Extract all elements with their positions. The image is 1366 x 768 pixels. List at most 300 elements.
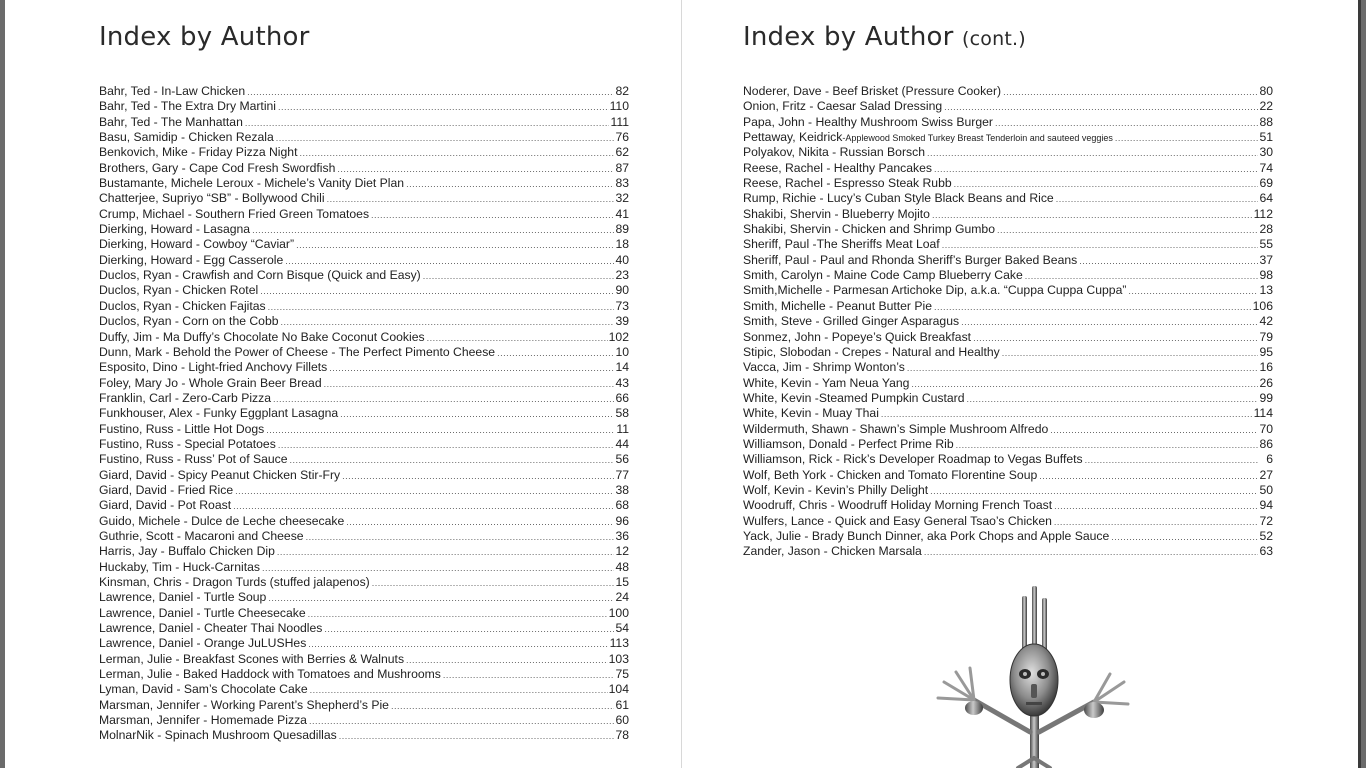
dot-leader <box>371 208 614 222</box>
dot-leader <box>967 392 1259 406</box>
dot-leader <box>329 361 614 375</box>
dot-leader <box>252 223 614 237</box>
entry-author-recipe: Bahr, Ted - The Manhattan <box>99 114 243 129</box>
dot-leader <box>260 284 614 298</box>
entry-label <box>99 422 264 437</box>
index-entry <box>99 345 629 360</box>
dot-leader <box>927 146 1258 160</box>
entry-page-number: 22 <box>1259 99 1273 114</box>
index-entry <box>743 330 1273 345</box>
entry-label <box>99 590 266 605</box>
entry-label <box>99 253 283 268</box>
dot-leader <box>944 100 1258 114</box>
entry-page-number: 15 <box>615 575 629 589</box>
entry-author-recipe: Benkovich, Mike - Friday Pizza Night <box>99 145 298 160</box>
index-entry <box>99 299 629 314</box>
entry-page-number: 42 <box>1259 314 1273 329</box>
entry-page-number: 94 <box>1259 498 1273 513</box>
entry-page-number: 89 <box>615 222 629 237</box>
entry-author-recipe: Lawrence, Daniel - Orange JuLUSHes <box>99 636 307 651</box>
entry-page-number: 114 <box>1253 406 1273 421</box>
dot-leader <box>324 377 614 391</box>
entry-author-recipe: Lawrence, Daniel - Cheater Thai Noodles <box>99 621 323 636</box>
entry-author-recipe: Duffy, Jim - Ma Duffy’s Chocolate No Bake Coconut Cookies <box>99 329 425 344</box>
entry-author-recipe: Brothers, Gary - Cape Cod Fresh Swordfish <box>99 160 336 175</box>
index-entry <box>99 606 629 621</box>
index-entry <box>99 314 629 329</box>
dot-leader <box>934 162 1258 176</box>
entry-author-recipe: Sheriff, Paul - Paul and Rhonda Sheriff’s Burger Baked Beans <box>743 252 1078 267</box>
entry-page-number: 68 <box>615 498 629 513</box>
index-entry <box>743 222 1273 237</box>
entry-page-number: 99 <box>1259 390 1273 405</box>
entry-label <box>743 452 1083 467</box>
entry-author-recipe: Kinsman, Chris - Dragon Turds (stuffed jalapenos) <box>99 575 370 589</box>
index-entry <box>99 713 629 728</box>
entry-label <box>99 115 243 130</box>
entry-page-number: 80 <box>1259 84 1273 98</box>
entry-page-number: 11 <box>616 421 629 436</box>
entry-label <box>743 99 942 114</box>
entry-author-recipe: White, Kevin - Muay Thai <box>743 406 879 421</box>
dot-leader <box>934 300 1252 314</box>
index-entry <box>99 222 629 237</box>
entry-author-recipe: Duclos, Ryan - Corn on the Cobb <box>99 314 279 329</box>
dot-leader <box>278 438 614 452</box>
entry-page-number: 90 <box>615 283 629 298</box>
index-entry <box>99 84 629 99</box>
index-entry <box>99 698 629 713</box>
entry-page-number: 60 <box>615 713 629 728</box>
dot-leader <box>247 85 614 99</box>
entry-label <box>99 207 369 222</box>
page-title-continued <box>743 22 1026 52</box>
dot-leader <box>309 714 614 728</box>
entry-author-recipe: White, Kevin -Steamed Pumpkin Custard <box>743 390 965 405</box>
index-entry <box>743 84 1273 99</box>
entry-label <box>743 345 1000 360</box>
index-entry <box>743 406 1273 421</box>
index-entry <box>743 314 1273 329</box>
entry-author-recipe: Smith, Michelle - Peanut Butter Pie <box>743 298 932 313</box>
dot-leader <box>427 331 608 345</box>
entry-page-number: 106 <box>1252 298 1273 313</box>
entry-label <box>743 314 959 329</box>
dot-leader <box>1050 423 1258 437</box>
index-entry <box>99 560 629 575</box>
entry-page-number: 78 <box>615 728 629 743</box>
entry-author-recipe: Huckaby, Tim - Huck-Carnitas <box>99 559 260 574</box>
entry-author-recipe: Wolf, Beth York - Chicken and Tomato Florentine Soup <box>743 467 1038 482</box>
entry-page-number: 52 <box>1259 528 1273 543</box>
entry-author-recipe: Reese, Rachel - Espresso Steak Rubb <box>743 176 952 191</box>
entry-page-number: 87 <box>615 160 629 175</box>
entry-label <box>743 115 993 130</box>
index-entry <box>99 621 629 636</box>
index-entry <box>99 406 629 421</box>
entry-page-number: 82 <box>615 84 629 98</box>
index-entry <box>743 422 1273 437</box>
index-entry <box>99 452 629 467</box>
entry-page-number: 95 <box>1259 344 1273 359</box>
entry-page-number: 24 <box>615 590 629 605</box>
entry-page-number: 74 <box>1259 160 1273 175</box>
entry-page-number: 32 <box>615 191 629 206</box>
entry-page-number: 10 <box>615 344 629 359</box>
entry-page-number: 64 <box>1259 191 1273 206</box>
dot-leader <box>1025 269 1258 283</box>
entry-label <box>99 376 322 391</box>
entry-author-recipe: Smith,Michelle - Parmesan Artichoke Dip, a.k.a. “Cuppa Cuppa Cuppa” <box>743 283 1127 298</box>
entry-label <box>743 299 932 314</box>
entry-page-number: 96 <box>615 513 629 528</box>
entry-author-recipe: Polyakov, Nikita - Russian Borsch <box>743 145 925 160</box>
entry-page-number: 56 <box>615 452 629 467</box>
entry-label <box>99 468 340 483</box>
index-entry <box>743 483 1273 498</box>
index-entry <box>743 544 1273 559</box>
entry-author-recipe: Duclos, Ryan - Crawfish and Corn Bisque (Quick and Easy) <box>99 268 421 283</box>
index-entry <box>99 652 629 667</box>
entry-author-recipe: Foley, Mary Jo - Whole Grain Beer Bread <box>99 375 322 390</box>
index-entry <box>743 130 1273 145</box>
entry-page-number: 51 <box>1259 130 1273 145</box>
dot-leader <box>299 146 614 160</box>
entry-author-recipe: Lawrence, Daniel - Turtle Soup <box>99 590 267 605</box>
entry-label <box>99 636 306 651</box>
entry-label <box>99 606 306 621</box>
index-entry <box>743 283 1273 298</box>
index-entry <box>743 237 1273 252</box>
index-entry <box>99 99 629 114</box>
entry-page-number: 103 <box>608 651 629 666</box>
entry-page-number: 112 <box>1253 206 1273 221</box>
entry-author-recipe: MolnarNik - Spinach Mushroom Quesadillas <box>99 728 337 743</box>
dot-leader <box>290 453 614 467</box>
entry-label <box>743 283 1126 298</box>
index-entry <box>99 422 629 437</box>
entry-page-number: 50 <box>1259 482 1273 497</box>
index-entry <box>743 161 1273 176</box>
entry-label <box>99 283 258 298</box>
index-entry <box>99 268 629 283</box>
entry-page-number: 98 <box>1259 268 1273 283</box>
dot-leader <box>911 377 1258 391</box>
index-entry <box>99 391 629 406</box>
entry-page-number: 88 <box>1259 114 1273 129</box>
entry-author-recipe: Vacca, Jim - Shrimp Wonton’s <box>743 360 905 375</box>
entry-page-number: 73 <box>615 298 629 313</box>
index-entry <box>99 176 629 191</box>
entry-label <box>99 176 404 191</box>
entry-label <box>743 268 1023 283</box>
index-entry <box>99 253 629 268</box>
entry-label <box>99 529 304 544</box>
index-entry <box>743 115 1273 130</box>
entry-author-recipe: Duclos, Ryan - Chicken Fajitas <box>99 298 266 313</box>
entry-page-number: 63 <box>1259 544 1273 559</box>
entry-label <box>743 145 925 160</box>
dot-leader <box>391 699 614 713</box>
index-entry <box>743 253 1273 268</box>
entry-page-number: 16 <box>1259 360 1273 375</box>
entry-page-number: 55 <box>1259 237 1273 252</box>
entry-page-number: 39 <box>615 314 629 329</box>
entry-label <box>743 468 1037 483</box>
page-edge-shadow <box>1358 0 1361 768</box>
index-entry <box>99 590 629 605</box>
entry-page-number: 110 <box>609 99 629 114</box>
index-entry <box>99 636 629 651</box>
entry-author-recipe: Rump, Richie - Lucy’s Cuban Style Black Beans and Rice <box>743 191 1054 206</box>
page-title-text: Index by Author <box>743 22 954 52</box>
index-entry <box>99 130 629 145</box>
entry-page-number: 13 <box>1259 283 1273 298</box>
entry-page-number: 28 <box>1259 222 1273 237</box>
entry-label <box>99 652 404 667</box>
dot-leader <box>327 192 614 206</box>
entry-page-number: 38 <box>615 482 629 497</box>
dot-leader <box>1056 192 1258 206</box>
entry-label <box>743 391 965 406</box>
entry-page-number: 18 <box>615 237 629 252</box>
entry-label <box>99 99 276 114</box>
index-entry <box>99 544 629 559</box>
index-entry <box>99 237 629 252</box>
entry-page-number: 102 <box>608 329 629 344</box>
entry-page-number: 86 <box>1259 436 1273 451</box>
entry-author-recipe: Guthrie, Scott - Macaroni and Cheese <box>99 528 304 543</box>
entry-author-recipe: Williamson, Donald - Perfect Prime Rib <box>743 436 954 451</box>
entry-page-number: 100 <box>608 605 629 620</box>
entry-page-number: 12 <box>615 544 629 559</box>
index-entry <box>99 437 629 452</box>
index-entry <box>743 268 1273 283</box>
index-entry <box>99 682 629 697</box>
entry-label <box>99 314 279 329</box>
entry-label <box>743 437 954 452</box>
dot-leader <box>406 653 608 667</box>
entry-page-number: 111 <box>610 114 629 129</box>
entry-author-recipe: Dierking, Howard - Egg Casserole <box>99 252 284 267</box>
index-entry <box>743 191 1273 206</box>
entry-label <box>743 330 971 345</box>
entry-page-number: 113 <box>609 636 629 651</box>
entry-author-recipe: Esposito, Dino - Light-fried Anchovy Fillets <box>99 360 328 375</box>
entry-label <box>743 130 1113 145</box>
index-entry <box>99 145 629 160</box>
dot-leader <box>310 683 608 697</box>
entry-label <box>743 360 905 375</box>
dot-leader <box>924 545 1258 559</box>
entry-label <box>743 529 1109 544</box>
entry-author-recipe: Giard, David - Spicy Peanut Chicken Stir-Fry <box>99 467 341 482</box>
entry-author-recipe: Funkhouser, Alex - Funky Eggplant Lasagna <box>99 406 339 421</box>
entry-author-recipe: Woodruff, Chris - Woodruff Holiday Morning French Toast <box>743 498 1053 513</box>
entry-author-recipe: Smith, Steve - Grilled Ginger Asparagus <box>743 314 960 329</box>
left-page <box>5 0 681 768</box>
index-entry <box>99 529 629 544</box>
index-entry <box>99 483 629 498</box>
dot-leader <box>235 484 614 498</box>
index-entry <box>99 207 629 222</box>
dot-leader <box>1054 499 1258 513</box>
index-entry <box>99 498 629 513</box>
dot-leader <box>308 607 608 621</box>
dot-leader <box>340 407 614 421</box>
entry-label <box>99 682 308 697</box>
entry-label <box>99 391 271 406</box>
entry-page-number: 41 <box>615 206 629 221</box>
entry-label <box>99 452 288 467</box>
entry-label <box>743 514 1052 529</box>
index-entry <box>743 360 1273 375</box>
index-entry <box>743 299 1273 314</box>
index-entry <box>743 468 1273 483</box>
dot-leader <box>1002 346 1258 360</box>
entry-label <box>99 406 338 421</box>
author-index-list-continued <box>743 84 1273 560</box>
entry-label <box>743 176 952 191</box>
entry-page-number: 44 <box>615 436 629 451</box>
entry-label <box>99 437 276 452</box>
entry-author-recipe: Wolf, Kevin - Kevin’s Philly Delight <box>743 482 929 497</box>
entry-label <box>99 237 294 252</box>
index-entry <box>743 529 1273 544</box>
author-index-list <box>99 84 629 744</box>
entry-page-number: 6 <box>1266 452 1273 467</box>
entry-author-recipe: Dierking, Howard - Cowboy “Caviar” <box>99 237 295 252</box>
entry-page-number: 26 <box>1259 375 1273 390</box>
page-title-suffix: (cont.) <box>962 28 1026 50</box>
dot-leader <box>942 238 1258 252</box>
dot-leader <box>262 561 614 575</box>
dot-leader <box>276 131 614 145</box>
entry-author-recipe: Franklin, Carl - Zero-Carb Pizza <box>99 390 272 405</box>
dot-leader <box>339 729 614 743</box>
entry-page-number: 70 <box>1259 421 1273 436</box>
dot-leader <box>337 162 614 176</box>
entry-label <box>99 299 266 314</box>
dot-leader <box>296 238 614 252</box>
entry-page-number: 48 <box>615 559 629 574</box>
entry-recipe-small: -Applewood Smoked Turkey Breast Tenderloin and sauteed veggies <box>842 133 1113 144</box>
entry-author-recipe: Bustamante, Michele Leroux - Michele’s Vanity Diet Plan <box>99 176 405 191</box>
index-entry <box>99 283 629 298</box>
entry-label <box>99 130 274 145</box>
entry-label <box>99 483 233 498</box>
entry-label <box>743 422 1048 437</box>
index-entry <box>99 728 629 743</box>
entry-author-recipe: Papa, John - Healthy Mushroom Swiss Burger <box>743 114 993 129</box>
dot-leader <box>245 116 610 130</box>
entry-label <box>99 84 245 99</box>
entry-author-recipe: Guido, Michele - Dulce de Leche cheesecake <box>99 513 345 528</box>
dot-leader <box>1003 85 1258 99</box>
entry-author-recipe: White, Kevin - Yam Neua Yang <box>743 375 910 390</box>
dot-leader <box>285 254 614 268</box>
index-entry <box>743 391 1273 406</box>
entry-page-number: 61 <box>615 697 629 712</box>
entry-author-recipe: Onion, Fritz - Caesar Salad Dressing <box>743 99 943 114</box>
entry-label <box>99 191 325 206</box>
entry-author-recipe: Fustino, Russ - Russ’ Pot of Sauce <box>99 452 288 467</box>
dot-leader <box>346 515 614 529</box>
entry-label <box>743 483 928 498</box>
dot-leader <box>277 545 614 559</box>
index-entry <box>743 345 1273 360</box>
entry-page-number: 62 <box>615 145 629 160</box>
entry-page-number: 66 <box>615 390 629 405</box>
dot-leader <box>497 346 614 360</box>
dot-leader <box>997 223 1258 237</box>
entry-label <box>743 222 995 237</box>
entry-author-recipe: Williamson, Rick - Rick’s Developer Roadmap to Vegas Buffets <box>743 452 1083 467</box>
dot-leader <box>308 637 608 651</box>
entry-author-recipe: Fustino, Russ - Little Hot Dogs <box>99 421 265 436</box>
entry-author-recipe: Stipic, Slobodan - Crepes - Natural and Healthy <box>743 344 1000 359</box>
dot-leader <box>1039 469 1258 483</box>
entry-author-recipe: Harris, Jay - Buffalo Chicken Dip <box>99 544 275 559</box>
entry-label <box>99 575 370 590</box>
dot-leader <box>1079 254 1258 268</box>
entry-page-number: 36 <box>615 528 629 543</box>
dot-leader <box>1128 284 1258 298</box>
dot-leader <box>907 361 1258 375</box>
entry-page-number: 69 <box>1259 176 1273 191</box>
index-entry <box>99 514 629 529</box>
dot-leader <box>324 622 614 636</box>
entry-page-number: 40 <box>615 252 629 267</box>
entry-author-recipe: Giard, David - Fried Rice <box>99 482 234 497</box>
index-entry <box>743 452 1273 467</box>
entry-page-number: 76 <box>615 130 629 145</box>
entry-author-recipe: Sonmez, John - Popeye’s Quick Breakfast <box>743 329 972 344</box>
entry-author-recipe: Marsman, Jennifer - Working Parent’s Shepherd’s Pie <box>99 697 389 712</box>
dot-leader <box>1085 453 1258 467</box>
entry-label <box>99 268 421 283</box>
index-entry <box>743 207 1273 222</box>
entry-page-number: 72 <box>1259 513 1273 528</box>
entry-author-recipe: Smith, Carolyn - Maine Code Camp Blueberry Cake <box>743 268 1023 283</box>
entry-author-recipe: Sheriff, Paul -The Sheriffs Meat Loaf <box>743 237 940 252</box>
page-title-text: Index by Author <box>99 22 310 52</box>
entry-label <box>743 376 909 391</box>
index-entry <box>743 437 1273 452</box>
entry-label <box>99 360 327 375</box>
page-title <box>99 22 310 52</box>
entry-label <box>99 728 337 743</box>
entry-page-number: 104 <box>608 682 629 697</box>
entry-page-number: 43 <box>615 375 629 390</box>
right-page <box>682 0 1361 768</box>
entry-author-recipe: Crump, Michael - Southern Fried Green Tomatoes <box>99 206 370 221</box>
entry-author-recipe: Chatterjee, Supriyo “SB” - Bollywood Chili <box>99 191 325 206</box>
entry-page-number: 79 <box>1259 329 1273 344</box>
dot-leader <box>1111 530 1258 544</box>
entry-author-recipe: Zander, Jason - Chicken Marsala <box>743 544 922 559</box>
dot-leader <box>423 269 614 283</box>
entry-label <box>99 145 297 160</box>
entry-author-recipe: Lyman, David - Sam’s Chocolate Cake <box>99 682 308 697</box>
entry-author-recipe: Duclos, Ryan - Chicken Rotel <box>99 283 259 298</box>
index-entry <box>99 667 629 682</box>
dot-leader <box>273 392 614 406</box>
entry-label <box>743 406 879 421</box>
entry-label <box>743 191 1054 206</box>
entry-label <box>99 345 495 360</box>
dot-leader <box>961 315 1258 329</box>
